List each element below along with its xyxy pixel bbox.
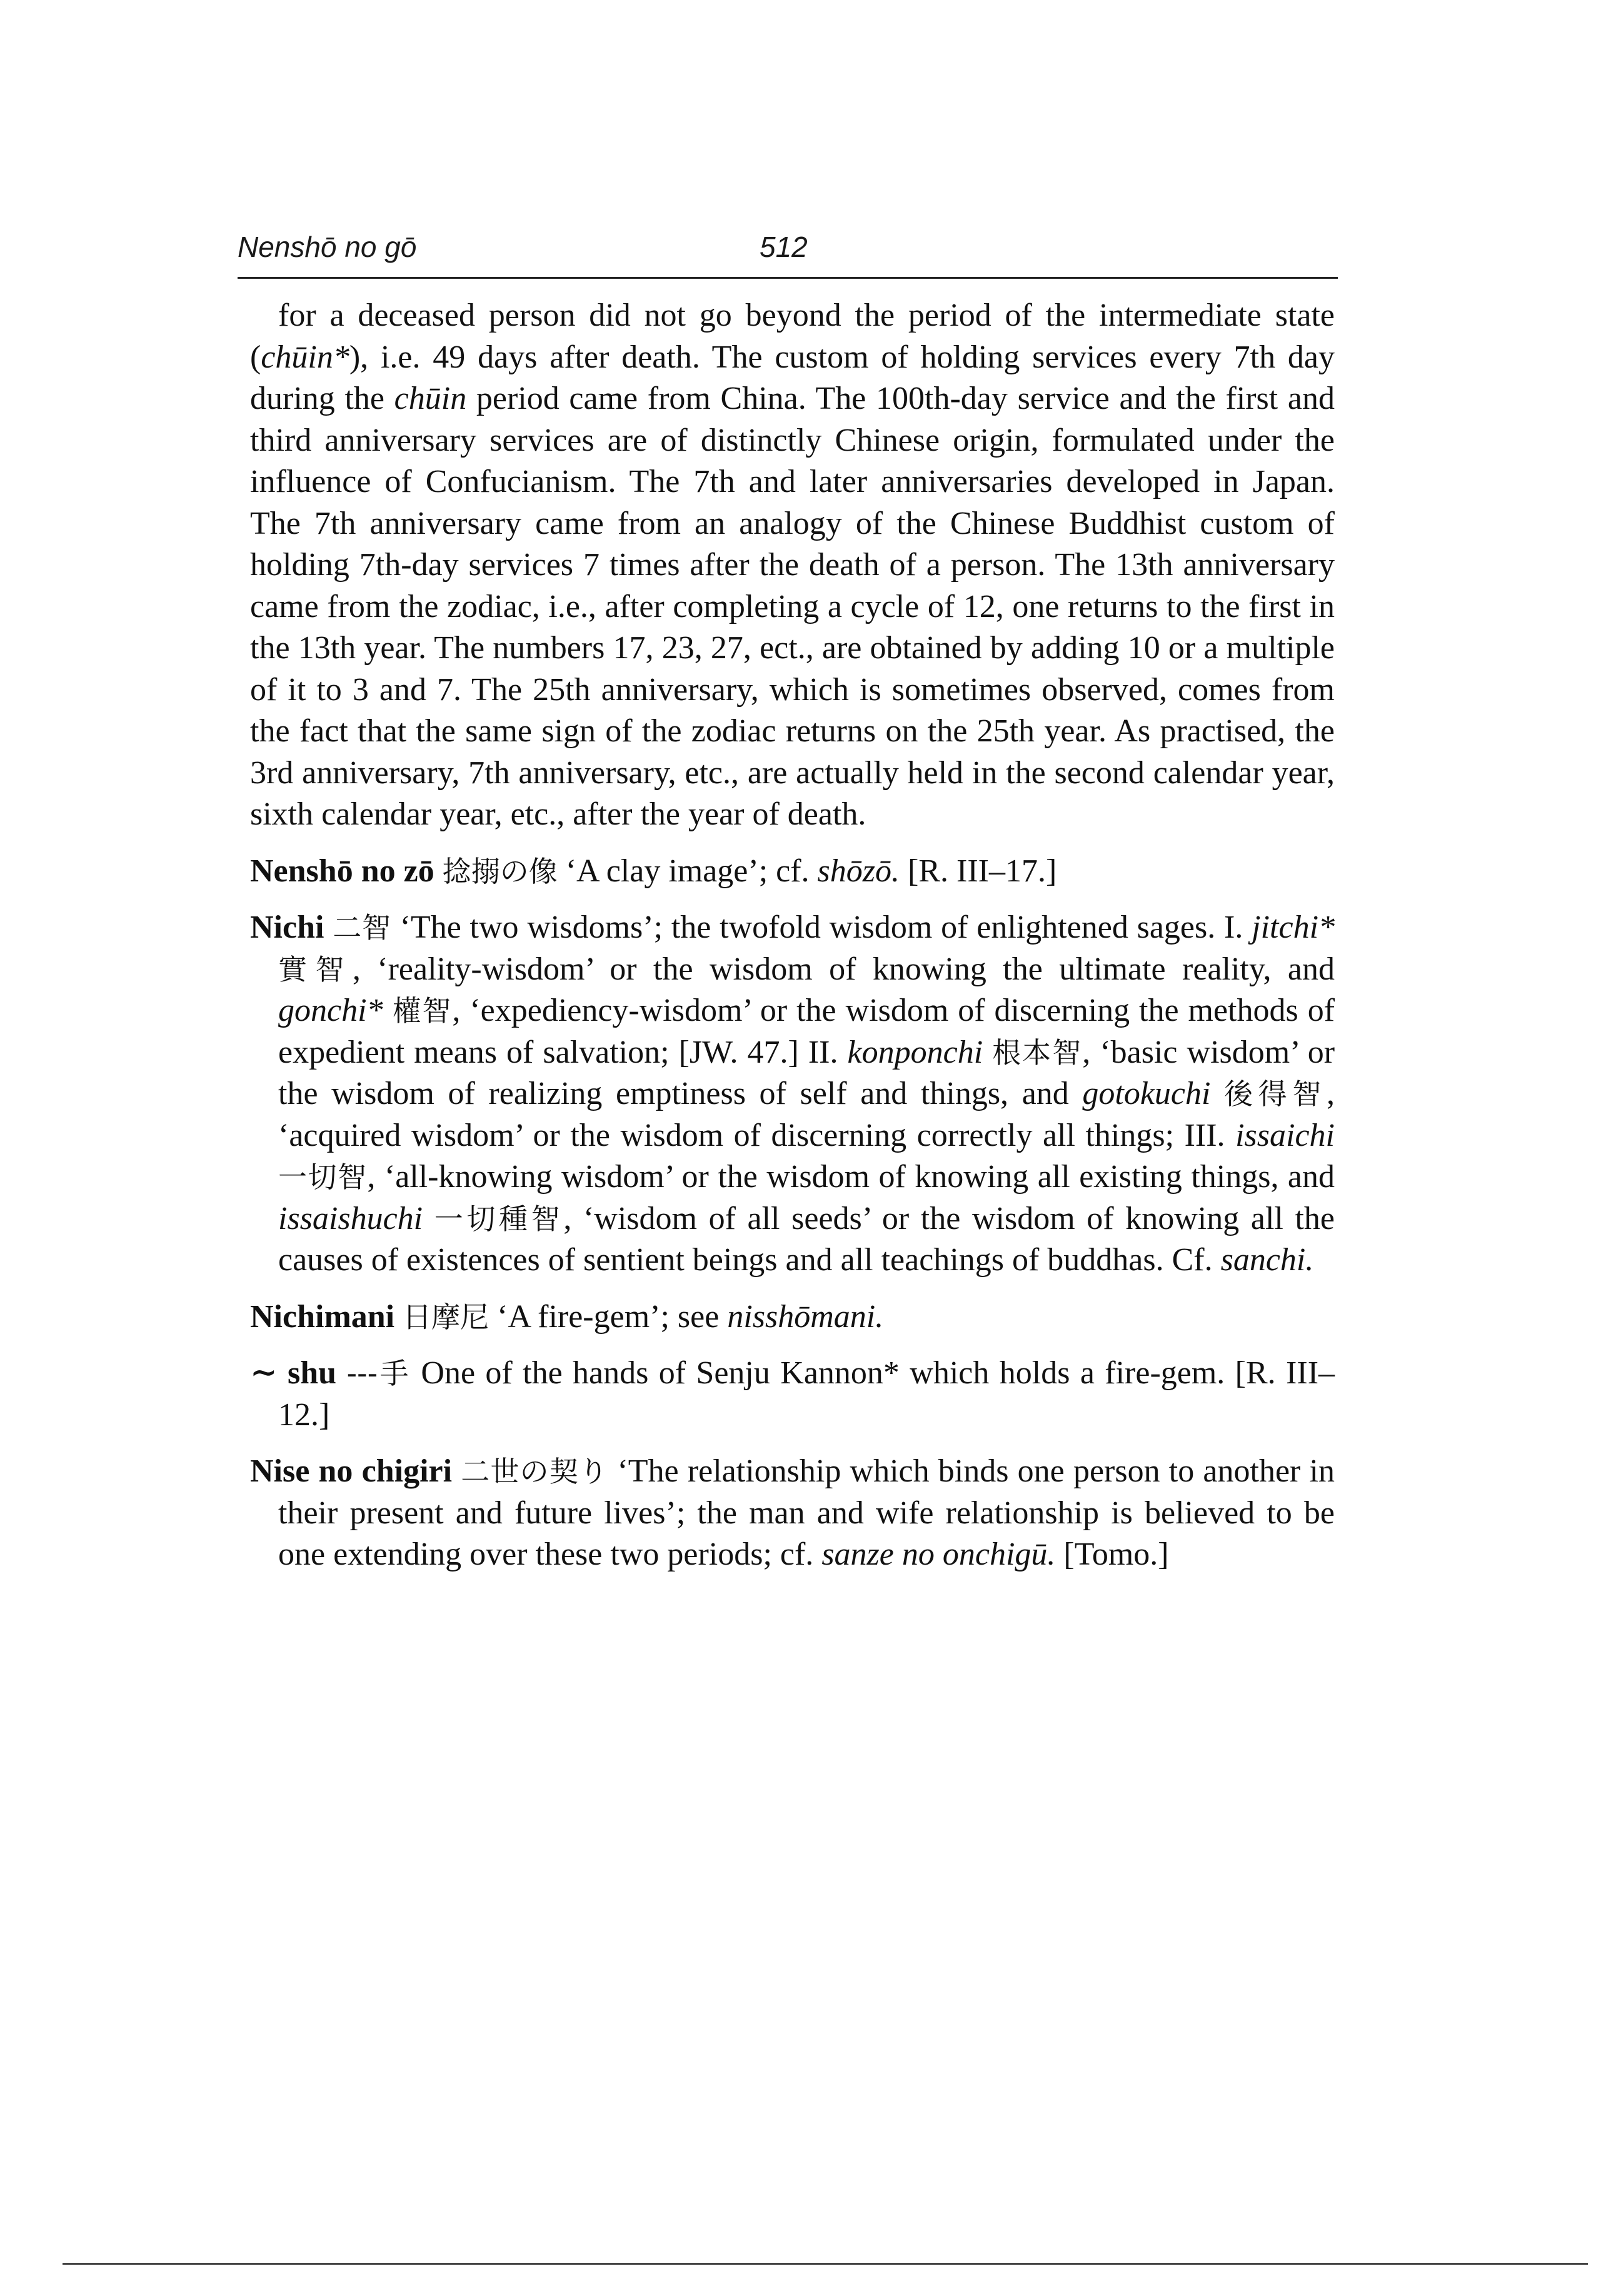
running-header [238,225,1338,269]
entry-headword: Nise no chigiri [250,1453,453,1489]
cross-reference: nisshōmani. [727,1298,884,1335]
text-run: , ‘acquired wisdom’ or the wisdom of discerning correctly all things; III. [278,1076,1335,1153]
bottom-rule [63,2263,1588,2265]
page-number: 512 [760,231,808,263]
cross-reference: sanchi. [1220,1242,1314,1278]
entry-headword: ∼ shu [250,1355,337,1391]
text-run: , ‘expediency-wisdom’ or the wisdom of discerning the methods of expedient means of salvation; [JW. 47.] II. [278,993,1335,1070]
entry-kanji: 日摩尼 [403,1300,489,1334]
entry-kanji: 二世の契り [461,1455,609,1488]
text-run: , ‘wisdom of all seeds’ or the wisdom of knowing all the causes of existences of sentient beings and all teachings of buddhas. Cf. [278,1200,1335,1278]
term-kanji: 權智 [392,994,453,1028]
italic-term: jitchi* [1252,910,1335,945]
entry-headword: Nichi [250,910,324,945]
text-run: for a deceased person did not go beyond the period of the intermediate state ( [250,298,1335,375]
entry-kanji: ---手 [346,1356,411,1390]
italic-term: issaichi [1235,1117,1335,1153]
entry-nichi [250,907,1335,1281]
term-kanji: 一切種智 [434,1201,564,1236]
italic-term: gotokuchi [1082,1076,1211,1111]
italic-term: chūin [394,381,467,416]
entry-definition: ‘The relationship which binds one person to another in their present and future lives’; the man and wife relationship is believed to be one extending over these two periods; cf. [278,1453,1335,1572]
text-run: , ‘all-knowing wisdom’ or the wisdom of knowing all existing things, and [367,1159,1335,1195]
entry-definition: One of the hands of Senju Kannon* which holds a fire-gem. [R. III–12.] [278,1355,1335,1433]
entry-definition: ‘A clay image’; cf. [557,853,818,889]
term-kanji: 後得智 [1224,1077,1327,1111]
text-run: period came from China. The 100th-day service and the first and third anniversary services are of distinctly Chinese origin, formulated under the influence of Confucianism. The 7th and later anniversaries developed in Japan. The 7th anniversary came from an analogy of the Chinese Buddhist custom of holding 7th-day services 7 times after the death of a person. The 13th anniversary came from the zodiac, i.e., after completing a cycle of 12, one returns to the first in the 13th year. The numbers 17, 23, 27, ect., are obtained by adding 10 or a multiple of it to 3 and 7. The 25th anniversary, which is sometimes observed, comes from the fact that the same sign of the zodiac returns on the 25th year. As practised, the 3rd anniversary, 7th anniversary, etc., are actually held in the second calendar year, sixth calendar year, etc., after the year of death. [250,381,1335,832]
term-kanji: 根本智 [992,1035,1083,1070]
entry-definition: ‘A fire-gem’; see [489,1298,728,1335]
italic-term: konponchi [847,1034,983,1070]
italic-term: gonchi* [278,993,383,1028]
source-reference: [R. III–17.] [900,853,1057,889]
entry-nichimani [250,1296,1335,1338]
cross-reference: shōzō. [817,853,900,889]
entry-nise-no-chigiri [250,1451,1335,1576]
cross-reference: chūin* [261,339,349,375]
entry-headword: Nichimani [250,1298,395,1335]
text-run: , ‘reality-wisdom’ or the wisdom of knowing the ultimate reality, and [352,951,1335,987]
cross-reference: sanze no onchigū. [821,1537,1056,1572]
entry-kanji: 二智 [333,911,391,945]
entry-definition: ‘The two wisdoms’; the twofold wisdom of enlightened sages. I. [391,910,1252,945]
entry-nensho-no-zo [250,851,1335,893]
running-headword: Nenshō no gō [238,231,417,263]
dictionary-text [250,295,1335,1576]
header-rule [238,277,1338,279]
term-kanji: 一切智 [278,1160,368,1194]
text-run: ), i.e. 49 days after death. The custom of holding services every 7th day during the [250,339,1335,416]
entry-headword: Nenshō no zō [250,853,434,889]
continuation-paragraph [250,295,1335,836]
entry-kanji: 捻搦の像 [442,854,558,888]
term-kanji: 實智 [278,952,353,986]
text-run: , ‘basic wisdom’ or the wisdom of realizing emptiness of self and things, and [278,1034,1335,1111]
entry-shu [250,1353,1335,1436]
italic-term: issaishuchi [278,1200,423,1236]
source-reference: [Tomo.] [1055,1537,1169,1572]
